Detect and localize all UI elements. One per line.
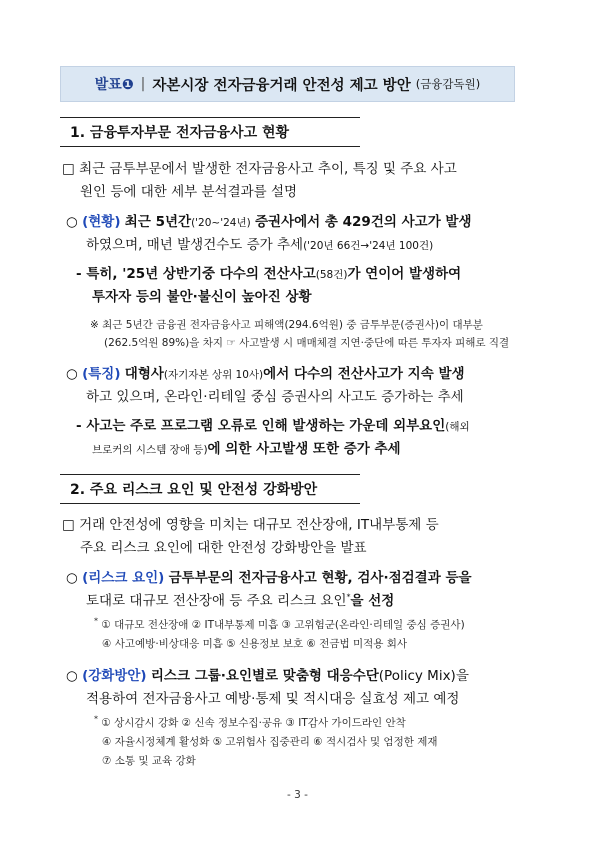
plan-note-line1: * ① 상시감시 강화 ② 신속 정보수집·공유 ③ IT감사 가이드라인 안착 — [94, 714, 406, 729]
status-note-line1: ※ 최근 5년간 금융권 전자금융사고 피해액(294.6억원) 중 금투부문(증권사)이 대부분 — [90, 319, 483, 331]
features-line1: ○ (특징) 대형사(자기자본 상위 10사)에서 다수의 전산사고가 지속 발생 — [66, 366, 465, 382]
square-bullet: □ — [62, 161, 75, 177]
section1-intro-line2: 원인 등에 대한 세부 분석결과를 설명 — [80, 184, 298, 200]
page-number: - 3 - — [287, 789, 308, 801]
section2-intro-line2: 주요 리스크 요인에 대한 안전성 강화방안을 발표 — [80, 540, 367, 556]
section1-intro-line1: □ 최근 금투부문에서 발생한 전자금융사고 추이, 특징 및 주요 사고 — [62, 161, 457, 177]
section1-heading: 1. 금융투자부문 전자금융사고 현황 — [60, 117, 360, 147]
risk-line2: 토대로 대규모 전산장애 등 주요 리스크 요인*을 선정 — [86, 592, 395, 609]
banner-title: 자본시장 전자금융거래 안전성 제고 방안 — [152, 77, 411, 94]
dash-bullet: - — [76, 266, 82, 282]
footnote-star: * — [94, 616, 98, 626]
footnote-star: * — [94, 714, 98, 724]
features-dash-line1: - 사고는 주로 프로그램 오류로 인해 발생하는 가운데 외부요인(해외 — [76, 418, 470, 434]
plan-line1: ○ (강화방안) 리스크 그룹·요인별로 맞춤형 대응수단(Policy Mix)을 — [66, 668, 469, 684]
plan-note-line2: ④ 자율시정체계 활성화 ⑤ 고위험사 집중관리 ⑥ 적시검사 및 엄정한 제재 — [102, 736, 438, 748]
status-dash-line1: - 특히, '25년 상반기중 다수의 전산사고(58건)가 연이어 발생하여 — [76, 266, 462, 282]
features-label: (특징) — [82, 366, 121, 382]
banner-separator: | — [140, 76, 146, 92]
plan-label: (강화방안) — [82, 668, 147, 684]
risk-line1: ○ (리스크 요인) 금투부문의 전자금융사고 현황, 검사·점검결과 등을 — [66, 570, 472, 586]
features-dash-line2: 브로커의 시스템 장애 등)에 의한 사고발생 또한 증가 추세 — [92, 441, 401, 457]
title-banner — [60, 66, 515, 102]
circle-bullet: ○ — [66, 366, 78, 382]
status-note-line2: (262.5억원 89%)을 차지 ☞ 사고발생 시 매매체결 지연·중단에 따른 투자자 피해로 직결 — [104, 337, 510, 349]
plan-line2: 적용하여 전자금융사고 예방·통제 및 적시대응 실효성 제고 예정 — [86, 691, 460, 707]
status-line1: ○ (현황) 최근 5년간('20~'24년) 증권사에서 총 429건의 사고가 발생 — [66, 214, 472, 230]
risk-note-line2: ④ 사고예방·비상대응 미흡 ⑤ 신용정보 보호 ⑥ 전금법 미적용 회사 — [102, 638, 408, 650]
status-line2: 하였으며, 매년 발생건수도 증가 추세('20년 66건→'24년 100건) — [86, 237, 434, 253]
section2-intro-line1: □ 거래 안전성에 영향을 미치는 대규모 전산장애, IT내부통제 등 — [62, 517, 439, 533]
risk-note-line1: * ① 대규모 전산장애 ② IT내부통제 미흡 ③ 고위험군(온라인·리테일 중심 증권사) — [94, 616, 465, 631]
banner-tag: 발표❶ — [94, 77, 134, 93]
circle-bullet: ○ — [66, 668, 78, 684]
section2-heading: 2. 주요 리스크 요인 및 안전성 강화방안 — [60, 474, 360, 504]
circle-bullet: ○ — [66, 570, 78, 586]
features-line2: 하고 있으며, 온라인·리테일 중심 증권사의 사고도 증가하는 추세 — [86, 389, 464, 405]
dash-bullet: - — [76, 418, 82, 434]
banner-org: (금융감독원) — [415, 77, 481, 91]
square-bullet: □ — [62, 517, 75, 533]
plan-note-line3: ⑦ 소통 및 교육 강화 — [102, 755, 196, 767]
risk-label: (리스크 요인) — [82, 570, 165, 586]
status-dash-line2: 투자자 등의 불안·불신이 높아진 상황 — [92, 289, 312, 305]
status-label: (현황) — [82, 214, 121, 230]
circle-bullet: ○ — [66, 214, 78, 230]
